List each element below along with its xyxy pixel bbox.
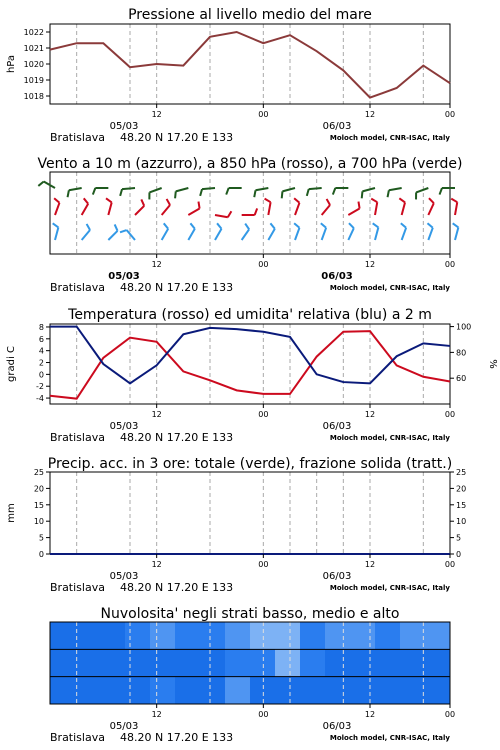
panel-title: Precip. acc. in 3 ore: totale (verde), frazione solida (tratt.) bbox=[47, 456, 453, 472]
y-tick-label: 1019 bbox=[23, 76, 44, 85]
cloud-cell bbox=[350, 677, 376, 704]
wind-barb-feather bbox=[164, 223, 168, 228]
wind-barb-staff bbox=[375, 227, 378, 240]
wind-barb-staff bbox=[162, 229, 169, 240]
wind-barb-staff bbox=[82, 204, 89, 215]
date-label: 06/03 bbox=[322, 571, 352, 582]
y-tick-label: -4 bbox=[36, 394, 44, 404]
cloud-cell bbox=[375, 622, 401, 649]
wind-barb-staff bbox=[215, 229, 222, 240]
x-tick-label: 00 bbox=[444, 410, 456, 419]
location-name: Bratislava bbox=[50, 131, 105, 144]
cloud-cell bbox=[250, 649, 276, 676]
wind-barb-staff bbox=[127, 230, 135, 240]
wind-barb-feather bbox=[429, 198, 434, 203]
y-tick-label: 10 bbox=[456, 517, 467, 527]
wind-barb-feather bbox=[362, 191, 363, 198]
wind-barb-feather bbox=[120, 189, 122, 196]
cloud-cell bbox=[75, 677, 101, 704]
location-coords: 48.20 N 17.20 E 133 bbox=[120, 131, 234, 144]
wind-barb-feather bbox=[388, 190, 389, 197]
y-tick-label: 25 bbox=[33, 468, 44, 477]
wind-barb-feather bbox=[401, 223, 406, 228]
cloud-cell bbox=[400, 622, 426, 649]
cloud-cell bbox=[275, 622, 301, 649]
y-tick-label: 25 bbox=[456, 468, 467, 477]
y-tick-label: 2 bbox=[38, 358, 44, 368]
date-label: 06/03 bbox=[322, 421, 352, 432]
wind-barb-staff bbox=[322, 205, 330, 215]
cloud-cell bbox=[225, 649, 251, 676]
cloud-cell bbox=[250, 622, 276, 649]
wind-barb-staff bbox=[428, 228, 432, 240]
cloud-cell bbox=[150, 677, 176, 704]
wind-barb-staff bbox=[348, 209, 359, 216]
wind-barb-staff bbox=[295, 228, 299, 240]
model-credit: Moloch model, CNR-ISAC, Italy bbox=[329, 584, 450, 592]
cloud-cell bbox=[425, 677, 451, 704]
y-tick-label: 0 bbox=[456, 550, 462, 559]
wind-barb-feather bbox=[270, 223, 274, 228]
cloud-cell bbox=[300, 677, 326, 704]
wind-barb-feather bbox=[167, 199, 170, 205]
cloud-cell bbox=[325, 622, 351, 649]
model-credit: Moloch model, CNR-ISAC, Italy bbox=[329, 434, 450, 442]
wind-barb-feather bbox=[226, 188, 228, 195]
y-tick-label: 60 bbox=[456, 374, 467, 384]
wind-barb-staff bbox=[188, 209, 199, 216]
cloud-cell bbox=[425, 649, 451, 676]
wind-barb-feather bbox=[451, 199, 457, 203]
cloud-cell bbox=[50, 677, 76, 704]
date-label: 06/03 bbox=[322, 121, 352, 132]
wind-plot-frame bbox=[50, 172, 450, 254]
wind-barb-staff bbox=[215, 215, 228, 217]
y-tick-label: 4 bbox=[38, 346, 44, 356]
date-label: 05/03 bbox=[109, 421, 139, 432]
wind-barb-staff bbox=[309, 188, 322, 189]
cloud-cell bbox=[125, 649, 151, 676]
model-credit: Moloch model, CNR-ISAC, Italy bbox=[329, 284, 450, 292]
cloud-cell bbox=[50, 622, 76, 649]
y-tick-label: 0 bbox=[38, 370, 44, 380]
cloud-cell bbox=[375, 677, 401, 704]
cloud-cell bbox=[200, 622, 226, 649]
x-tick-label: 12 bbox=[364, 110, 376, 119]
wind-barb-staff bbox=[188, 229, 195, 240]
location-coords: 48.20 N 17.20 E 133 bbox=[120, 581, 234, 594]
cloud-cell bbox=[225, 677, 251, 704]
wind-barb-feather bbox=[399, 198, 405, 202]
wind-barb-staff bbox=[44, 182, 55, 189]
y-axis-label: hPa bbox=[6, 54, 17, 74]
wind-barb-staff bbox=[176, 188, 189, 191]
wind-barb-staff bbox=[162, 205, 170, 215]
panel-title: Vento a 10 m (azzurro), a 850 hPa (rosso), a 700 hPa (verde) bbox=[37, 156, 463, 172]
wind-barb-feather bbox=[245, 224, 249, 230]
temperature-line bbox=[50, 331, 450, 399]
cloud-cell bbox=[375, 649, 401, 676]
cloud-cell bbox=[175, 649, 201, 676]
y-tick-label: 8 bbox=[38, 322, 44, 332]
cloud-cell bbox=[300, 649, 326, 676]
cloud-cell bbox=[50, 649, 76, 676]
panel-title: Pressione al livello medio del mare bbox=[128, 7, 372, 23]
humidity-line bbox=[50, 327, 450, 384]
date-label: 05/03 bbox=[109, 121, 139, 132]
cloud-cell bbox=[125, 622, 151, 649]
wind-barb-feather bbox=[175, 191, 176, 198]
wind-barb-feather bbox=[141, 199, 144, 205]
cloud-cell bbox=[325, 649, 351, 676]
cloud-cell bbox=[175, 677, 201, 704]
location-name: Bratislava bbox=[50, 581, 105, 594]
y-axis-label: mm bbox=[6, 503, 17, 523]
pressure-plot-frame bbox=[50, 24, 450, 104]
wind-barb-feather bbox=[440, 188, 442, 195]
wind-barb-staff bbox=[455, 202, 457, 215]
wind-barb-staff bbox=[82, 230, 90, 240]
wind-barb-feather bbox=[307, 189, 309, 196]
wind-barb-staff bbox=[135, 206, 144, 215]
wind-barb-feather bbox=[427, 223, 432, 228]
x-tick-label: 00 bbox=[444, 110, 456, 119]
panel-title: Nuvolosita' negli strati basso, medio e alto bbox=[100, 606, 400, 622]
wind-barb-feather bbox=[294, 223, 299, 228]
cloud-cell bbox=[275, 677, 301, 704]
wind-barb-feather bbox=[255, 208, 257, 215]
wind-barb-staff bbox=[149, 188, 161, 192]
x-tick-label: 00 bbox=[444, 560, 456, 569]
x-tick-label: 00 bbox=[444, 710, 456, 719]
cloud-cell bbox=[150, 622, 176, 649]
x-tick-label: 12 bbox=[151, 110, 162, 119]
x-tick-label: 12 bbox=[151, 260, 162, 269]
date-label: 05/03 bbox=[109, 721, 139, 732]
wind-barb-staff bbox=[402, 228, 406, 240]
location-name: Bratislava bbox=[50, 281, 105, 294]
y-axis-label: gradi C bbox=[6, 346, 17, 382]
wind-barb-feather bbox=[358, 202, 359, 209]
wind-barb-feather bbox=[93, 188, 95, 195]
precip-plot-frame bbox=[50, 472, 450, 554]
y-tick-label: 1020 bbox=[23, 60, 44, 69]
wind-barb-staff bbox=[256, 188, 269, 190]
cloud-cell bbox=[400, 677, 426, 704]
y-tick-label: 0 bbox=[38, 550, 44, 559]
x-tick-label: 12 bbox=[364, 710, 376, 719]
cloud-cell bbox=[100, 622, 126, 649]
wind-barb-staff bbox=[69, 188, 82, 190]
y-tick-label: 80 bbox=[456, 348, 467, 358]
cloud-cell bbox=[100, 649, 126, 676]
wind-barb-staff bbox=[428, 203, 433, 215]
date-label: 05/03 bbox=[108, 271, 140, 282]
location-coords: 48.20 N 17.20 E 133 bbox=[120, 731, 234, 744]
cloud-cell bbox=[425, 622, 451, 649]
x-tick-label: 00 bbox=[258, 260, 269, 269]
cloud-cell bbox=[350, 622, 376, 649]
y-tick-label: 6 bbox=[38, 334, 44, 344]
cloud-cell bbox=[75, 649, 101, 676]
wind-barb-feather bbox=[53, 223, 59, 227]
panel-title: Temperatura (rosso) ed umidita' relativa (blu) a 2 m bbox=[68, 307, 432, 323]
x-tick-label: 12 bbox=[364, 410, 376, 419]
wind-barb-staff bbox=[282, 188, 295, 191]
wind-barb-feather bbox=[198, 202, 199, 209]
cloud-cell bbox=[75, 622, 101, 649]
model-credit: Moloch model, CNR-ISAC, Italy bbox=[329, 134, 450, 142]
wind-barb-feather bbox=[349, 223, 354, 228]
wind-barb-staff bbox=[375, 202, 377, 215]
wind-barb-staff bbox=[268, 229, 275, 240]
cloud-cell bbox=[400, 649, 426, 676]
wind-barb-staff bbox=[242, 229, 249, 240]
wind-barb-staff bbox=[108, 231, 117, 240]
y-axis-label-right: % bbox=[487, 359, 498, 369]
wind-barb-staff bbox=[295, 203, 299, 215]
wind-barb-feather bbox=[217, 223, 221, 228]
wind-barb-feather bbox=[321, 223, 326, 228]
y-tick-label: 5 bbox=[38, 533, 44, 543]
wind-barb-feather bbox=[228, 211, 232, 217]
model-credit: Moloch model, CNR-ISAC, Italy bbox=[329, 734, 450, 742]
wind-barb-feather bbox=[327, 199, 330, 205]
y-tick-label: 15 bbox=[33, 500, 44, 510]
x-tick-label: 00 bbox=[258, 710, 269, 719]
y-tick-label: -2 bbox=[36, 382, 44, 392]
date-label: 05/03 bbox=[109, 571, 139, 582]
wind-barb-feather bbox=[200, 189, 202, 196]
y-tick-label: 15 bbox=[456, 500, 467, 510]
x-tick-label: 00 bbox=[258, 110, 269, 119]
x-tick-label: 00 bbox=[258, 410, 269, 419]
cloud-cell bbox=[350, 649, 376, 676]
wind-barb-feather bbox=[84, 198, 88, 203]
y-tick-label: 5 bbox=[456, 533, 462, 543]
y-tick-label: 1022 bbox=[23, 28, 44, 37]
wind-barb-feather bbox=[373, 223, 379, 227]
date-label: 06/03 bbox=[321, 271, 353, 282]
cloud-cell bbox=[250, 677, 276, 704]
cloud-cell bbox=[100, 677, 126, 704]
wind-barb-staff bbox=[55, 227, 58, 240]
location-coords: 48.20 N 17.20 E 133 bbox=[120, 281, 234, 294]
wind-barb-feather bbox=[265, 199, 271, 203]
y-tick-label: 1021 bbox=[23, 44, 44, 53]
wind-barb-feather bbox=[453, 223, 459, 227]
cloud-cell bbox=[150, 649, 176, 676]
wind-barb-staff bbox=[416, 188, 428, 192]
location-coords: 48.20 N 17.20 E 133 bbox=[120, 431, 234, 444]
wind-barb-feather bbox=[106, 198, 112, 202]
wind-barb-staff bbox=[389, 188, 402, 190]
wind-barb-feather bbox=[38, 182, 43, 186]
x-tick-label: 12 bbox=[151, 410, 162, 419]
x-tick-label: 00 bbox=[258, 560, 269, 569]
cloud-cell bbox=[175, 622, 201, 649]
location-name: Bratislava bbox=[50, 431, 105, 444]
wind-barb-feather bbox=[54, 198, 59, 203]
wind-barb-staff bbox=[55, 203, 59, 215]
wind-barb-feather bbox=[87, 224, 90, 230]
y-tick-label: 20 bbox=[33, 484, 44, 494]
x-tick-label: 12 bbox=[151, 560, 162, 569]
wind-barb-feather bbox=[254, 190, 255, 197]
wind-barb-staff bbox=[122, 188, 135, 189]
location-name: Bratislava bbox=[50, 731, 105, 744]
wind-barb-staff bbox=[322, 228, 326, 240]
wind-barb-feather bbox=[115, 224, 118, 230]
wind-barb-feather bbox=[294, 198, 299, 203]
y-tick-label: 1018 bbox=[23, 92, 44, 101]
y-tick-label: 100 bbox=[456, 322, 472, 332]
wind-barb-feather bbox=[120, 230, 127, 232]
cloud-cell bbox=[300, 622, 326, 649]
x-tick-label: 00 bbox=[444, 260, 456, 269]
cloud-cell bbox=[275, 649, 301, 676]
cloud-cell bbox=[200, 649, 226, 676]
y-tick-label: 10 bbox=[33, 517, 44, 527]
wind-barb-staff bbox=[362, 188, 375, 191]
wind-barb-feather bbox=[333, 188, 335, 195]
date-label: 06/03 bbox=[322, 721, 352, 732]
x-tick-label: 12 bbox=[151, 710, 162, 719]
wind-barb-feather bbox=[68, 190, 69, 197]
wind-barb-staff bbox=[402, 202, 405, 215]
cloud-cell bbox=[125, 677, 151, 704]
pressure-line bbox=[50, 32, 450, 98]
x-tick-label: 12 bbox=[364, 260, 376, 269]
wind-barb-staff bbox=[108, 202, 111, 215]
wind-barb-staff bbox=[455, 227, 458, 240]
cloud-cell bbox=[325, 677, 351, 704]
wind-barb-feather bbox=[371, 199, 377, 203]
wind-barb-feather bbox=[190, 223, 194, 228]
wind-barb-staff bbox=[268, 202, 270, 215]
wind-barb-staff bbox=[348, 228, 353, 240]
wind-barb-feather bbox=[282, 191, 283, 198]
cloud-cell bbox=[200, 677, 226, 704]
cloud-cell bbox=[225, 622, 251, 649]
wind-barb-staff bbox=[202, 188, 215, 189]
x-tick-label: 12 bbox=[364, 560, 376, 569]
y-tick-label: 20 bbox=[456, 484, 467, 494]
